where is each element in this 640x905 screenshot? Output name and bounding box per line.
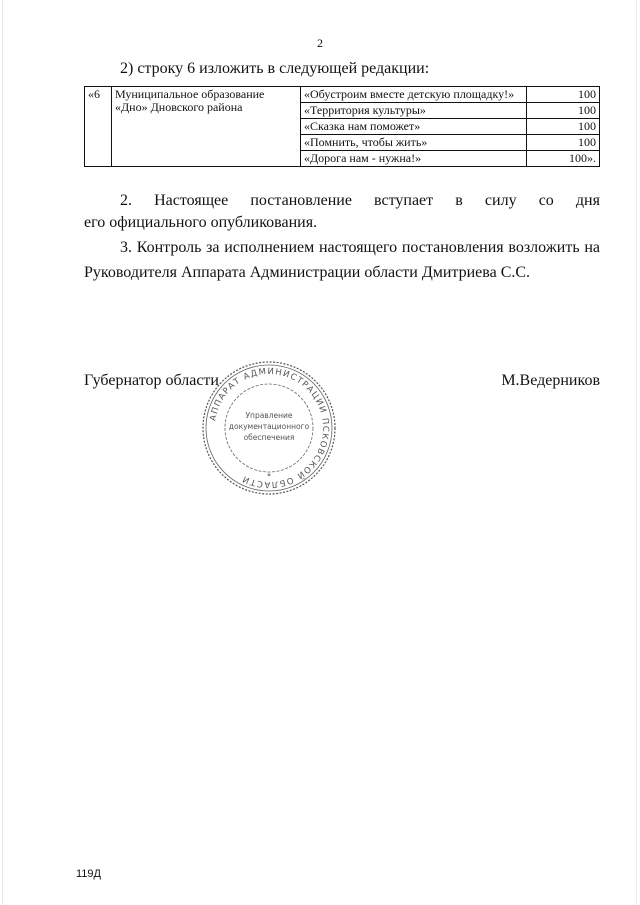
project-value-cell: 100 xyxy=(527,87,600,103)
municipality-cell: Муниципальное образование «Дно» Дновского района xyxy=(112,87,301,167)
stamp-ring-text: АППАРАТ АДМИНИСТРАЦИИ ПСКОВСКОЙ ОБЛАСТИ xyxy=(208,366,331,490)
project-value-cell: 100 xyxy=(527,103,600,119)
project-value-cell: 100 xyxy=(527,119,600,135)
page-edge-left xyxy=(2,0,3,905)
project-value-cell: 100 xyxy=(527,135,600,151)
paragraph-3: 3. Контроль за исполнением настоящего постановления возложить на Руководителя Аппарата Администрации области Дмитриева С.С. xyxy=(84,239,600,281)
stamp-center-line: Управление xyxy=(245,411,293,420)
document-code: 119Д xyxy=(76,868,101,880)
project-name-cell: «Сказка нам поможет» xyxy=(301,119,527,135)
paragraph-2-word: дня xyxy=(575,192,600,209)
paragraph-2-word: силу xyxy=(484,192,517,209)
table-row xyxy=(85,87,600,103)
signatory-title: Губернатор области xyxy=(84,372,219,389)
project-name-cell: «Территория культуры» xyxy=(301,103,527,119)
project-name-cell: «Помнить, чтобы жить» xyxy=(301,135,527,151)
page-number: 2 xyxy=(317,36,323,50)
official-seal-stamp xyxy=(199,358,339,498)
amendment-table xyxy=(84,86,600,167)
row-number-cell: «6 xyxy=(85,87,112,167)
paragraph-2-word: Настоящее xyxy=(154,192,229,209)
intro-line: 2) строку 6 изложить в следующей редакции: xyxy=(120,60,430,77)
paragraph-2-word: в xyxy=(455,192,463,209)
paragraph-2-word: вступает xyxy=(374,192,434,209)
paragraph-2-continuation: его официального опубликования. xyxy=(84,214,318,231)
stamp-center-line: документационного xyxy=(228,422,310,431)
paragraph-2-word: постановление xyxy=(250,192,352,209)
paragraph-2-word: со xyxy=(538,192,554,209)
project-name-cell: «Дорога нам - нужна!» xyxy=(301,151,527,167)
stamp-star-icon: * xyxy=(267,472,271,481)
paragraph-2-word: 2. xyxy=(120,192,132,209)
project-name-cell: «Обустроим вместе детскую площадку!» xyxy=(301,87,527,103)
signatory-name: М.Ведерников xyxy=(501,372,600,389)
page-edge-right xyxy=(636,0,637,905)
stamp-center-line: обеспечения xyxy=(243,433,295,442)
project-value-cell: 100». xyxy=(527,151,600,167)
